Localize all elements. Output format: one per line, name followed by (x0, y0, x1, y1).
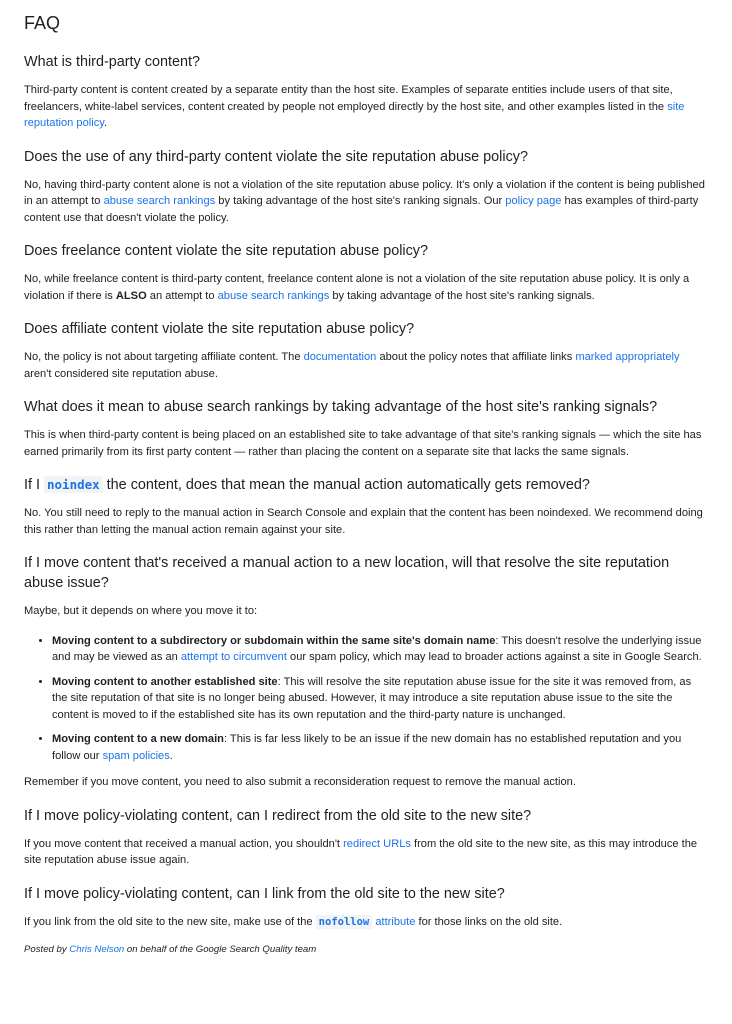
faq-question: Does affiliate content violate the site reputation abuse policy? (24, 321, 415, 337)
faq-item-abuse-rankings (24, 397, 708, 460)
faq-item-redirect (24, 806, 708, 869)
author-link[interactable]: Chris Nelson (69, 944, 125, 955)
attempt-to-circumvent-link[interactable]: attempt to circumvent (180, 651, 287, 663)
abuse-search-rankings-link[interactable]: abuse search rankings (103, 195, 216, 207)
list-item: • Moving content to another established site: This will resolve the site reputation abuse issue for the site it was removed from, as the site reputation of that site is no longer being abused. However, it may introduce a site reputation abuse issue to the site the content is moved to if the established site has its own reputation and the third-party nature is unchanged. (52, 674, 708, 724)
byline: Posted by Chris Nelson on behalf of the Google Search Quality team (24, 944, 317, 955)
documentation-link[interactable]: documentation (303, 351, 377, 363)
spam-policies-link[interactable]: spam policies (102, 749, 170, 762)
faq-answer: No, while freelance content is third-party content, freelance content alone is not a violation of the site reputation abuse policy. It is only a violation if there is ALSO an attempt to abuse search rankings by taking advantage of the host site's ranking signals. (24, 273, 690, 302)
faq-item-link (24, 884, 708, 931)
marked-appropriately-link[interactable]: marked appropriately (575, 351, 680, 363)
nofollow-attribute-link[interactable]: nofollow attribute (316, 915, 416, 929)
faq-answer: No, having third-party content alone is not a violation of the site reputation abuse policy. It's only a violation if the content is being published in an attempt to abuse search rankings by taking advantage of the host site's ranking signals. Our policy page has examples of third-party content use that doesn't violate the policy. (24, 178, 705, 224)
faq-answer: No, the policy is not about targeting affiliate content. The documentation about the policy notes that affiliate links marked appropriately aren't considered site reputation abuse. (24, 351, 680, 380)
faq-item-third-party-violation (24, 147, 708, 227)
policy-page-link[interactable]: policy page (505, 195, 562, 207)
faq-answer-intro: Maybe, but it depends on where you move it to: (24, 605, 258, 617)
faq-answer: No. You still need to reply to the manual action in Search Console and explain that the content has been noindexed. We recommend doing this rather than letting the manual action remain against your site. (24, 507, 703, 536)
list-item: • Moving content to a new domain: This is far less likely to be an issue if the new domain has no established reputation and you follow our spam policies. (52, 731, 708, 764)
move-options-list (24, 633, 708, 765)
faq-answer: Third-party content is content created by a separate entity than the host site. Examples of separate entities include users of that site, freelancers, white-label services, content created by people not employed directly by the host site, and other examples listed in the site reputation policy. (24, 84, 685, 129)
faq-question: Does freelance content violate the site reputation abuse policy? (24, 243, 428, 259)
nofollow-code: nofollow (316, 915, 373, 929)
faq-question: If I noindex the content, does that mean the manual action automatically gets removed? (24, 477, 590, 493)
faq-item-third-party (24, 52, 708, 132)
faq-answer: This is when third-party content is being placed on an established site to take advantage of that site's ranking signals — which the site has earned primarily from its first party content — rather than placing the content on a separate site that lacks the same signals. (24, 429, 702, 458)
faq-question: Does the use of any third-party content violate the site reputation abuse policy? (24, 148, 528, 165)
faq-answer: If you link from the old site to the new site, make use of the nofollow attribute for those links on the old site. (24, 915, 563, 928)
list-item: • Moving content to a subdirectory or subdomain within the same site's domain name: This doesn't resolve the underlying issue and may be viewed as an attempt to circumvent our spam policy, which may lead to broader actions against a site in Google Search. (52, 633, 708, 666)
faq-item-noindex (24, 475, 708, 538)
abuse-search-rankings-link[interactable]: abuse search rankings (217, 289, 330, 302)
faq-item-move-content (24, 553, 708, 791)
faq-answer-outro: Remember if you move content, you need to also submit a reconsideration request to remove the manual action. (24, 776, 576, 788)
faq-question: If I move content that's received a manual action to a new location, will that resolve the site reputation abuse issue? (24, 555, 670, 591)
faq-question: If I move policy-violating content, can I redirect from the old site to the new site? (24, 807, 532, 824)
site-reputation-policy-link[interactable]: site reputation policy (24, 100, 685, 129)
redirect-urls-link[interactable]: redirect URLs (343, 837, 411, 850)
noindex-code: noindex (44, 476, 103, 493)
faq-item-affiliate (24, 319, 708, 382)
faq-item-freelance (24, 241, 708, 304)
faq-answer: If you move content that received a manual action, you shouldn't redirect URLs from the old site to the new site, as this may introduce the site reputation abuse issue again. (24, 837, 698, 866)
page-title: FAQ (24, 13, 61, 33)
faq-question: If I move policy-violating content, can I link from the old site to the new site? (24, 885, 505, 902)
faq-question: What does it mean to abuse search rankings by taking advantage of the host site's ranking signals? (24, 399, 658, 415)
faq-question: What is third-party content? (24, 54, 200, 70)
